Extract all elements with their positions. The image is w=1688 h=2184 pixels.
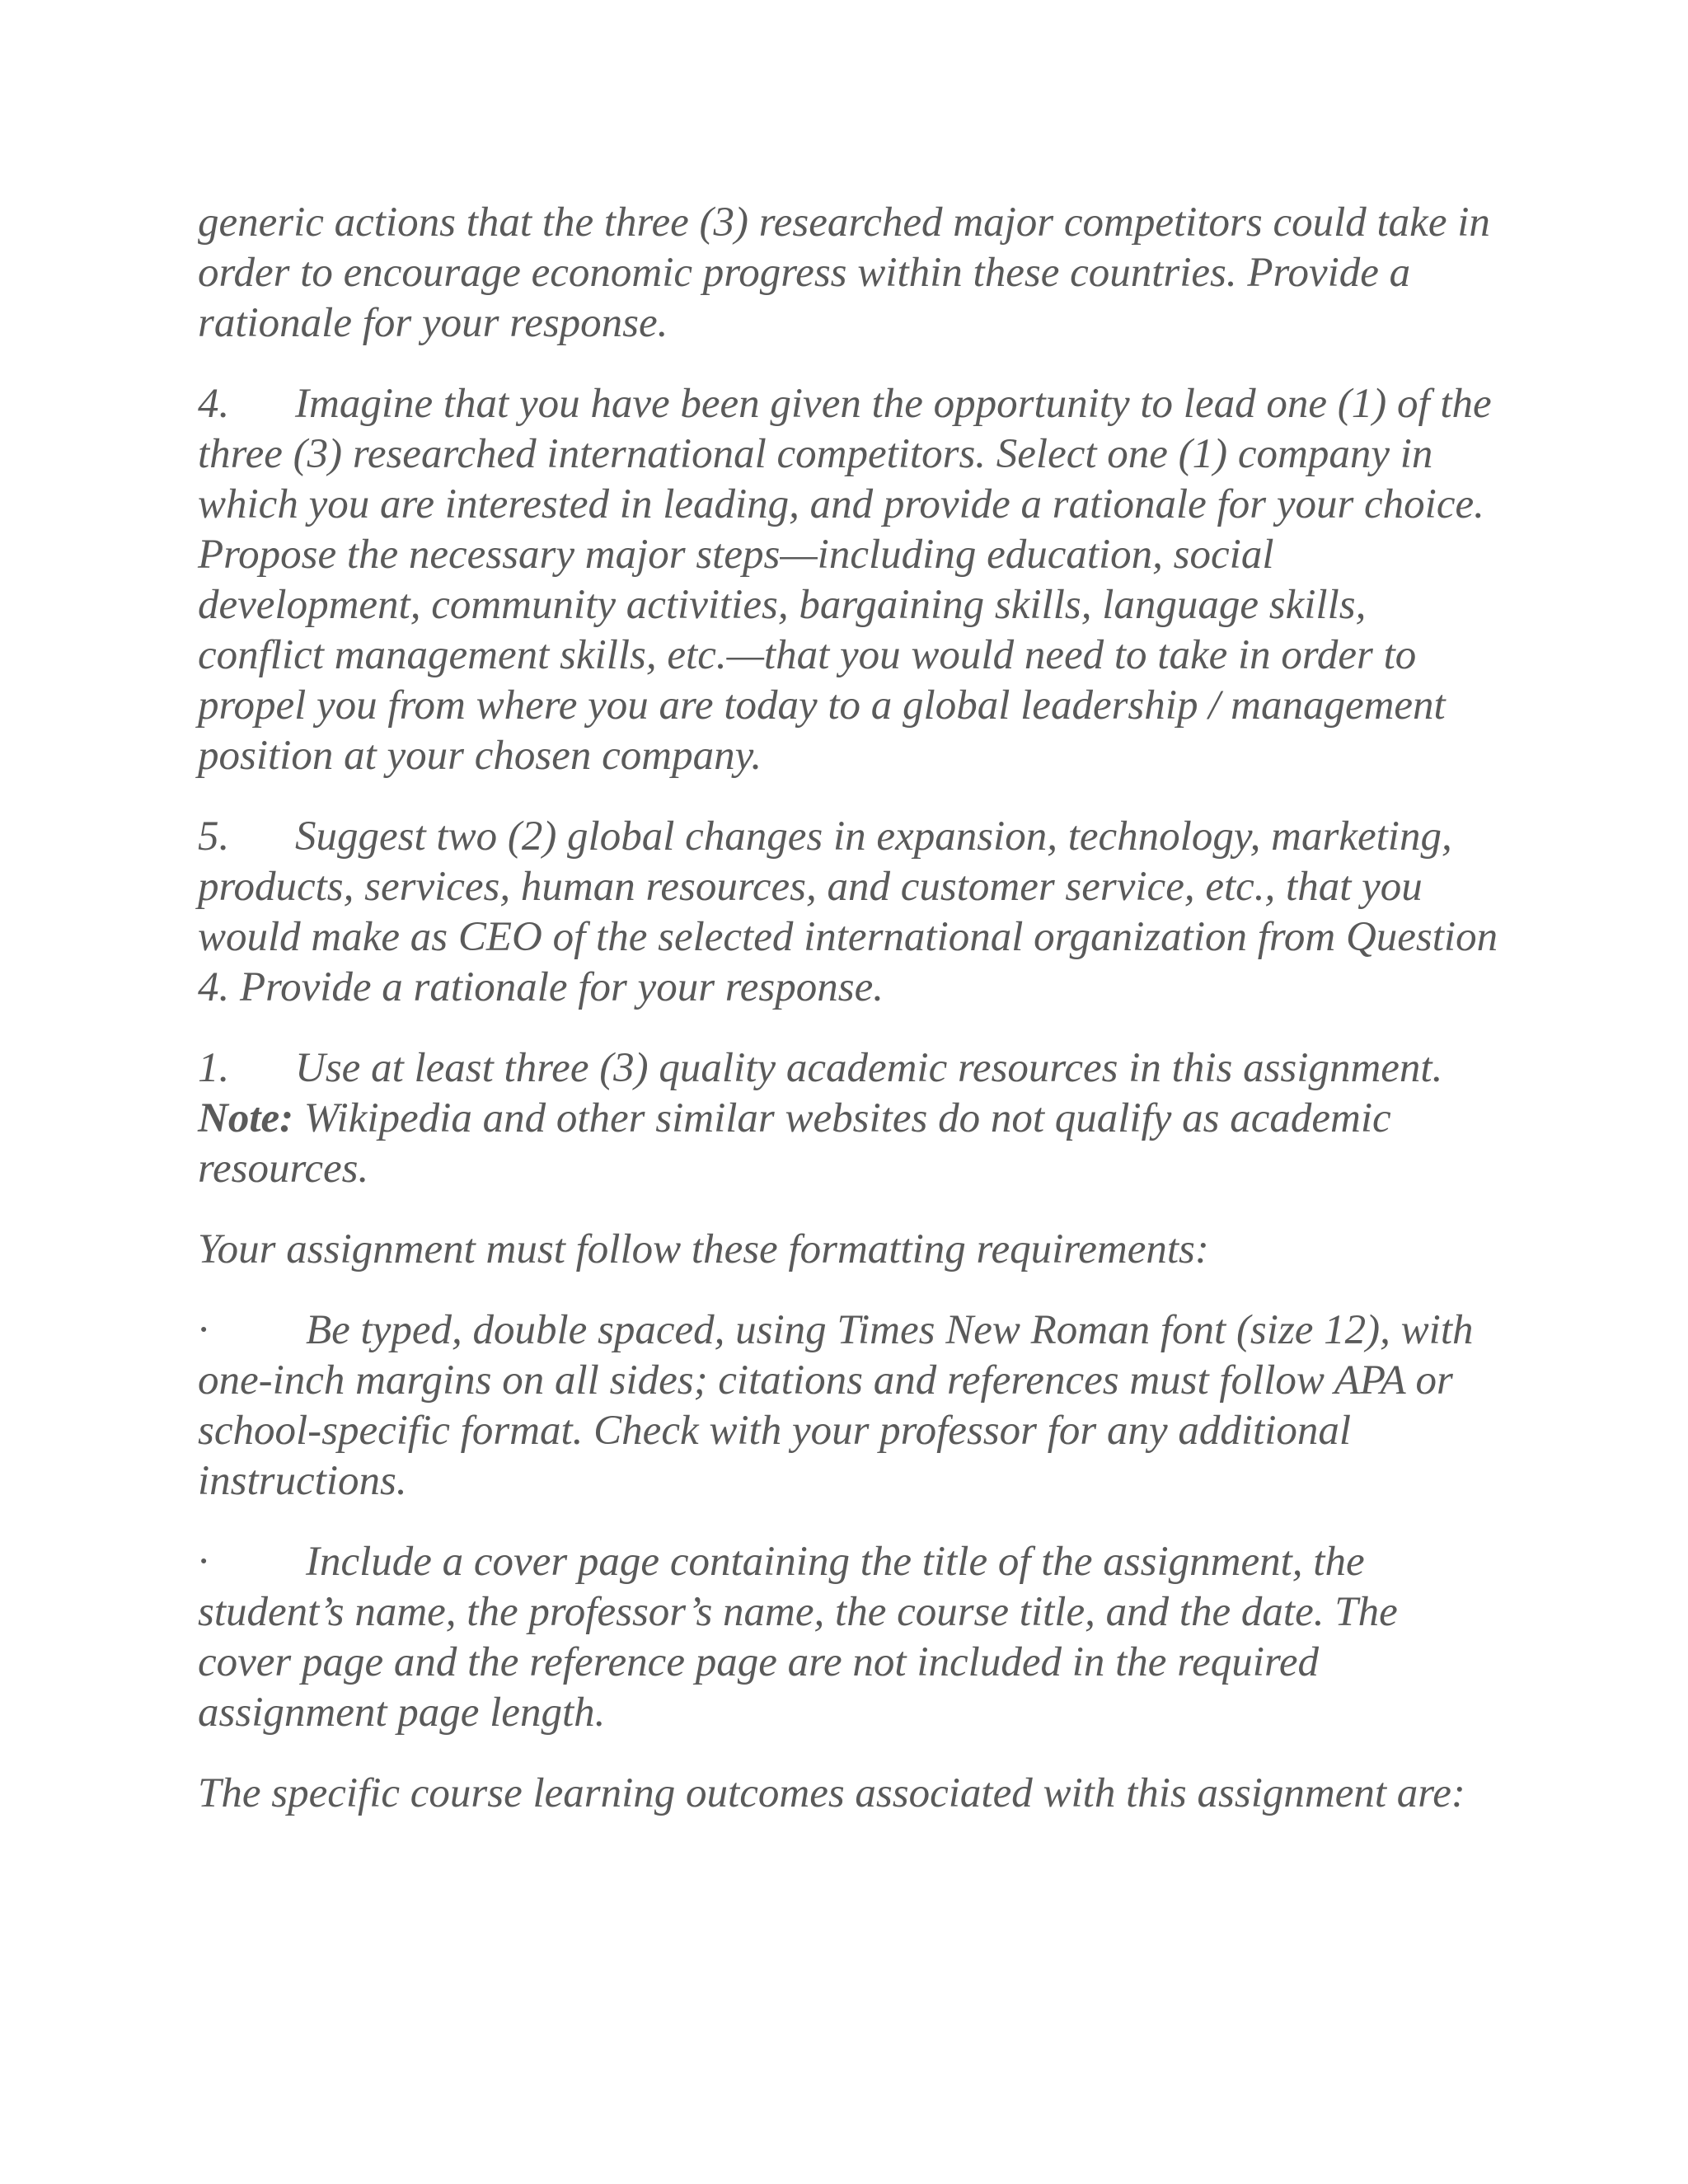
document-body [198, 198, 1500, 1849]
learning-outcomes-intro [198, 1769, 1500, 1819]
numbered-item-5 [198, 812, 1500, 1013]
paragraph-text: The specific course learning outcomes associated with this assignment are: [198, 1770, 1465, 1816]
numbered-item-4 [198, 379, 1500, 781]
item-text: Imagine that you have been given the opportunity to lead one (1) of the three (3) researched international competitors. Select one (1) company in which you are interested in leading, and provide a rationale for your choice. Propose the necessary major steps—including education, social development, community activities, bargaining skills, language skills, conflict management skills, etc.—that you would need to take in order to propel you from where you are today to a global leadership / management position at your chosen company. [198, 381, 1492, 779]
item-number: 5. [198, 813, 230, 860]
bullet-marker: · [198, 1539, 209, 1585]
note-label: Note: [198, 1095, 294, 1141]
item-text: Suggest two (2) global changes in expansion, technology, marketing, products, services, human resources, and customer service, etc., that you would make as CEO of the selected international organization from Question 4. Provide a rationale for your response. [198, 813, 1498, 1010]
paragraph-text: Your assignment must follow these formatting requirements: [198, 1226, 1209, 1272]
paragraph-continuation [198, 198, 1500, 349]
item-text-continued: Wikipedia and other similar websites do not qualify as academic resources. [198, 1095, 1391, 1192]
bullet-item-cover-page [198, 1537, 1500, 1738]
item-number: 4. [198, 381, 230, 427]
formatting-requirements-intro [198, 1225, 1500, 1275]
item-text: Use at least three (3) quality academic resources in this assignment. [295, 1045, 1443, 1091]
item-number: 1. [198, 1045, 230, 1091]
bullet-text: Be typed, double spaced, using Times New Roman font (size 12), with one-inch margins on all sides; citations and references must follow APA or school-specific format. Check with your professor for any additional instructions. [198, 1307, 1474, 1504]
bullet-marker: · [198, 1307, 209, 1353]
bullet-item-typing [198, 1305, 1500, 1507]
numbered-item-1 [198, 1043, 1500, 1194]
bullet-text: Include a cover page containing the title of the assignment, the student’s name, the professor’s name, the course title, and the date. The cover page and the reference page are not included in the required assignment page length. [198, 1539, 1398, 1736]
paragraph-text: generic actions that the three (3) researched major competitors could take in order to encourage economic progress within these countries. Provide a rationale for your response. [198, 199, 1490, 346]
